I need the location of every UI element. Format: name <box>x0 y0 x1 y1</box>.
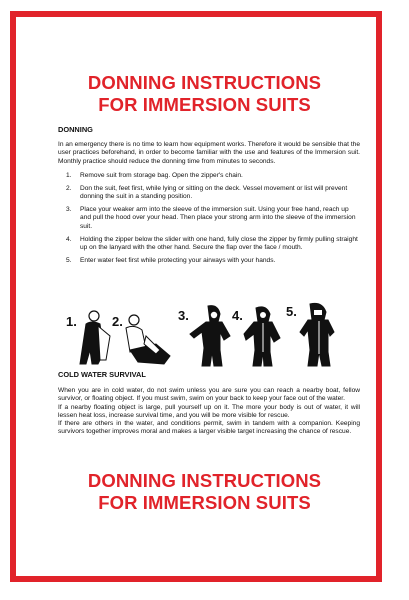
title-bottom-line2: FOR IMMERSION SUITS <box>98 492 311 513</box>
cold-water-paragraph: When you are in cold water, do not swim unless you are sure you can reach a nearby boat, fellow survivor, or floating object. If you must swim, swim on your back to keep your face out of the water. <box>58 387 360 403</box>
step-item <box>66 185 360 202</box>
page-title-bottom <box>0 470 409 514</box>
figure-5-ready-to-enter-water <box>300 303 334 366</box>
cold-water-text <box>58 387 360 437</box>
donning-steps-list <box>66 172 360 270</box>
donning-illustration <box>60 302 360 368</box>
figure-number: 3. <box>178 308 189 323</box>
step-text: Enter water feet first while protecting your airways with your hands. <box>80 256 276 264</box>
cold-water-paragraph: If there are others in the water, and conditions permit, swim in tandem with a companion. Keeping survivors together improves moral and makes a larger visible target increasing the chance of rescue. <box>58 420 360 436</box>
figure-4-closing-zipper <box>244 307 280 366</box>
step-item <box>66 172 360 180</box>
step-text: Remove suit from storage bag. Open the zipper's chain. <box>80 172 243 179</box>
step-text: Place your weaker arm into the sleeve of the immersion suit. Using your free hand, reach up and pull the hood over your head. Then place your strong arm into the sleeve of the immersion suit. <box>80 206 356 230</box>
title-top-line1: DONNING INSTRUCTIONS <box>87 72 322 93</box>
step-text: Holding the zipper below the slider with one hand, fully close the zipper by firmly pulling straight up on the lanyard with the other hand. Secure the flap over the face / mouth. <box>80 235 358 251</box>
figure-3-suit-half-on <box>190 306 230 366</box>
cold-water-heading: COLD WATER SURVIVAL <box>58 370 146 379</box>
donning-heading: DONNING <box>58 125 93 134</box>
step-number: 5. <box>66 256 72 264</box>
title-bottom-line1: DONNING INSTRUCTIONS <box>87 470 322 491</box>
figure-number: 4. <box>232 308 243 323</box>
step-item <box>66 206 360 231</box>
figure-number: 2. <box>112 314 123 329</box>
step-item <box>66 257 360 265</box>
step-text: Don the suit, feet first, while lying or sitting on the deck. Vessel movement or list will prevent donning the suit in a standing position. <box>80 184 348 201</box>
step-number: 3. <box>66 206 72 214</box>
cold-water-paragraph: If a nearby floating object is large, pull yourself up on it. The more your body is out of water, it will lessen heat loss, increase survival time, and you will be more visible for rescue. <box>58 403 360 419</box>
figure-number: 5. <box>286 304 297 319</box>
step-number: 2. <box>66 184 72 192</box>
step-item <box>66 236 360 253</box>
page-title-top <box>0 72 409 116</box>
figure-2-sitting-donning <box>126 315 170 364</box>
figure-1-person-holding-suit <box>80 311 110 364</box>
step-number: 4. <box>66 235 72 243</box>
figure-number: 1. <box>66 314 77 329</box>
title-top-line2: FOR IMMERSION SUITS <box>98 94 311 115</box>
donning-intro: In an emergency there is no time to learn how equipment works. Therefore it would be sensible that the user practices beforehand, in order to become familiar with the use and features of the Immersion suit. Monthly practice should reduce the donning time from minutes to seconds. <box>58 141 360 165</box>
step-number: 1. <box>66 172 72 179</box>
